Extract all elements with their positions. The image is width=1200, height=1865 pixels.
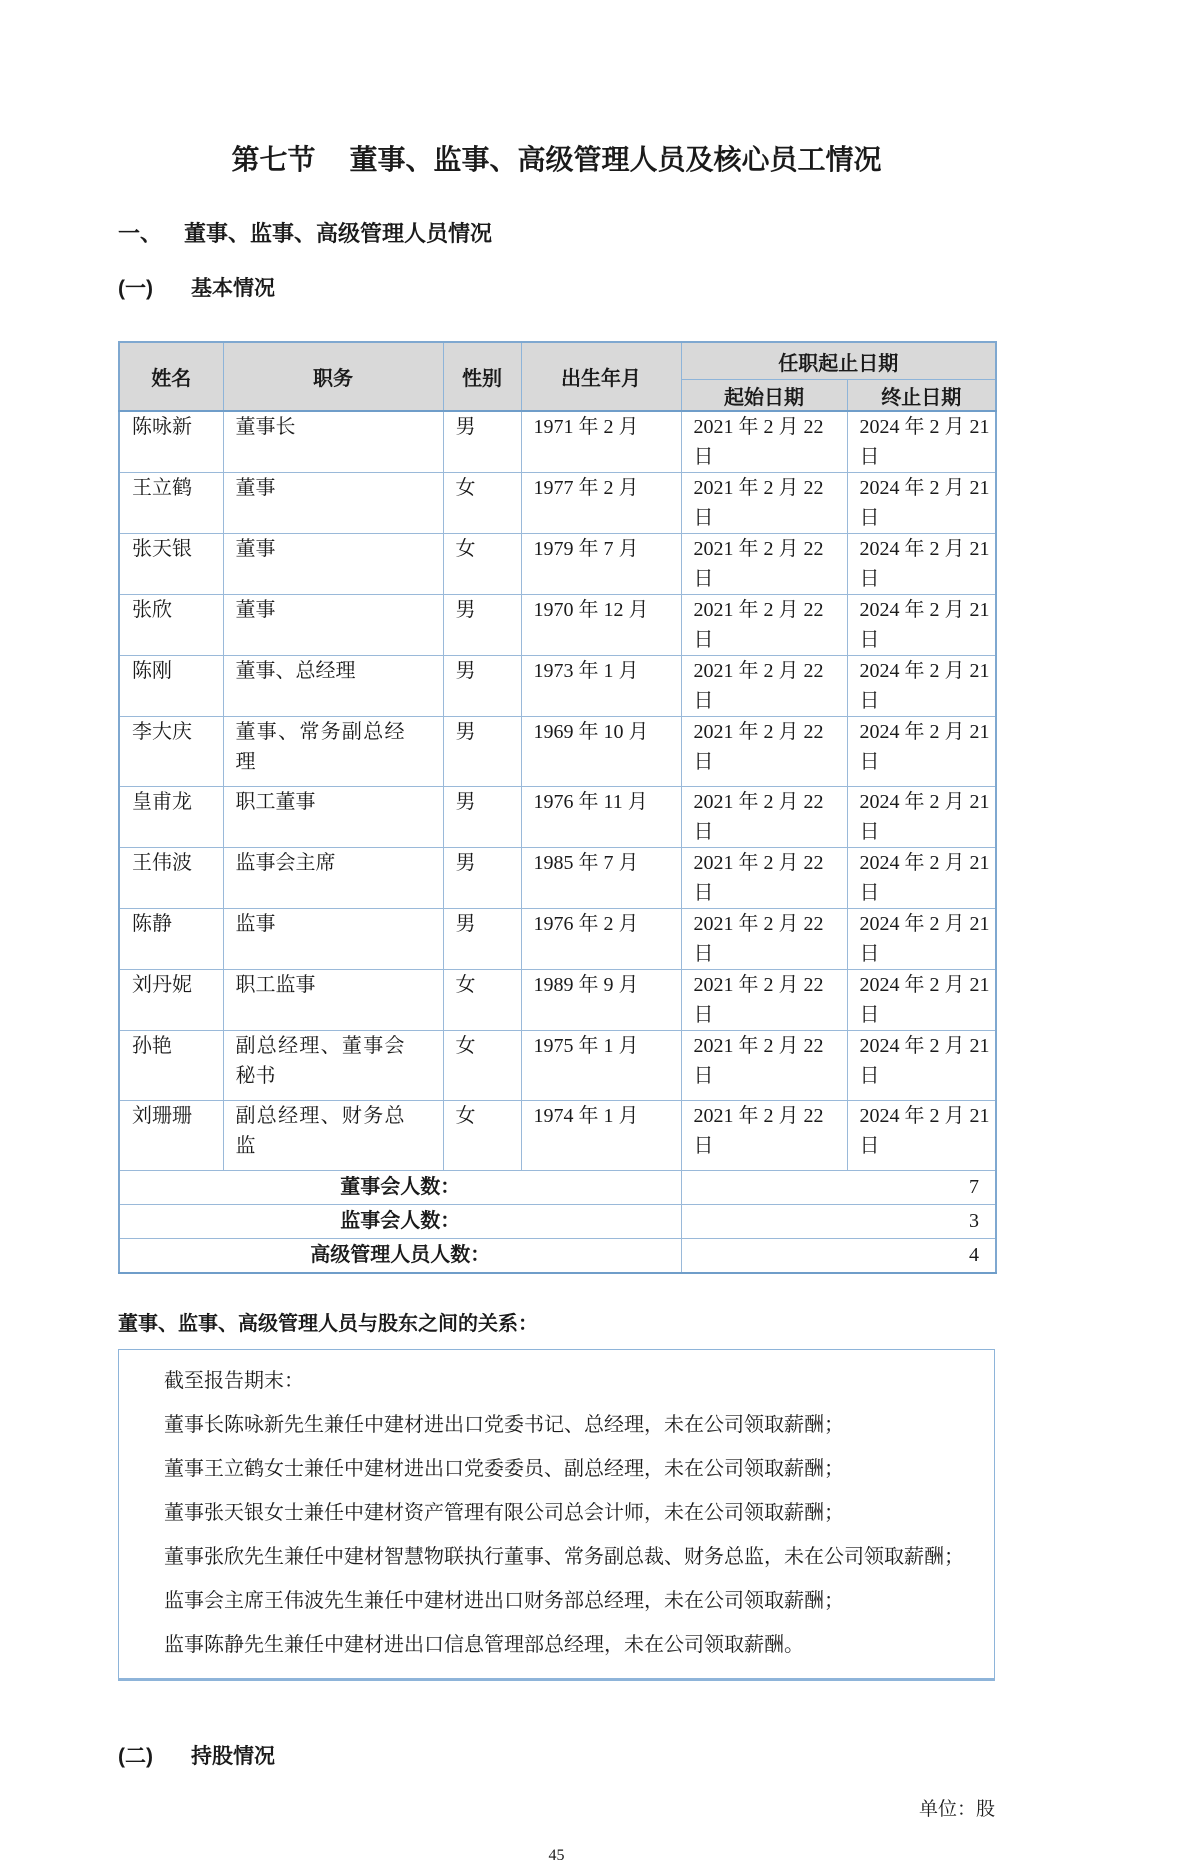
cell-gender: 男 — [443, 909, 521, 970]
cell-birth: 1974 年 1 月 — [521, 1101, 681, 1171]
cell-birth: 1971 年 2 月 — [521, 411, 681, 473]
cell-end-date: 2024 年 2 月 21 日 — [847, 1101, 996, 1171]
cell-position: 董事 — [223, 473, 443, 534]
cell-name: 王伟波 — [119, 848, 223, 909]
table-row — [119, 1031, 996, 1101]
cell-birth: 1969 年 10 月 — [521, 717, 681, 787]
cell-start-date: 2021 年 2 月 22 日 — [681, 717, 847, 787]
page-number: 45 — [548, 1847, 565, 1864]
column-header-gender: 性别 — [443, 342, 521, 411]
cell-start-date: 2021 年 2 月 22 日 — [681, 909, 847, 970]
subsection-number: (一) — [118, 277, 153, 300]
cell-start-date: 2021 年 2 月 22 日 — [681, 473, 847, 534]
section-heading-management — [118, 221, 995, 247]
cell-start-date: 2021 年 2 月 22 日 — [681, 656, 847, 717]
unit-note: 单位：股 — [918, 1799, 995, 1820]
header-row-1 — [119, 342, 996, 380]
cell-name: 陈咏新 — [119, 411, 223, 473]
cell-name: 陈刚 — [119, 656, 223, 717]
relationship-paragraph: 董事张天银女士兼任中建材资产管理有限公司总会计师，未在公司领取薪酬； — [164, 1502, 844, 1524]
summary-label: 高级管理人员人数： — [119, 1239, 681, 1274]
cell-end-date: 2024 年 2 月 21 日 — [847, 848, 996, 909]
management-table — [118, 341, 997, 1274]
cell-gender: 女 — [443, 1031, 521, 1101]
cell-name: 刘珊珊 — [119, 1101, 223, 1171]
subsection-label: 基本情况 — [191, 277, 275, 300]
cell-position: 监事 — [223, 909, 443, 970]
table-row — [119, 909, 996, 970]
summary-value: 3 — [681, 1205, 996, 1239]
cell-gender: 男 — [443, 717, 521, 787]
cell-end-date: 2024 年 2 月 21 日 — [847, 656, 996, 717]
cell-position: 副总经理、董事会秘书 — [223, 1031, 443, 1101]
table-row — [119, 970, 996, 1031]
summary-label: 董事会人数： — [119, 1171, 681, 1205]
table-row — [119, 717, 996, 787]
summary-label: 监事会人数： — [119, 1205, 681, 1239]
cell-position: 职工监事 — [223, 970, 443, 1031]
relationship-paragraph: 监事陈静先生兼任中建材进出口信息管理部总经理，未在公司领取薪酬。 — [164, 1634, 804, 1656]
cell-end-date: 2024 年 2 月 21 日 — [847, 411, 996, 473]
cell-birth: 1976 年 2 月 — [521, 909, 681, 970]
section-label: 董事、监事、高级管理人员情况 — [184, 221, 493, 246]
relationship-box — [118, 1349, 995, 1681]
cell-name: 刘丹妮 — [119, 970, 223, 1031]
cell-gender: 男 — [443, 656, 521, 717]
relationship-paragraph: 截至报告期末： — [164, 1370, 304, 1392]
cell-start-date: 2021 年 2 月 22 日 — [681, 1101, 847, 1171]
cell-name: 孙艳 — [119, 1031, 223, 1101]
cell-birth: 1970 年 12 月 — [521, 595, 681, 656]
cell-position: 董事、常务副总经理 — [223, 717, 443, 787]
cell-position: 董事、总经理 — [223, 656, 443, 717]
cell-position: 董事 — [223, 595, 443, 656]
cell-birth: 1989 年 9 月 — [521, 970, 681, 1031]
section-number: 一、 — [118, 221, 163, 246]
page-content — [118, 0, 995, 1865]
page-title-section-number: 第七节 — [231, 144, 316, 175]
summary-value: 4 — [681, 1239, 996, 1274]
column-header-birth: 出生年月 — [521, 342, 681, 411]
cell-start-date: 2021 年 2 月 22 日 — [681, 848, 847, 909]
cell-start-date: 2021 年 2 月 22 日 — [681, 1031, 847, 1101]
summary-value: 7 — [681, 1171, 996, 1205]
subsection-number: (二) — [118, 1745, 153, 1768]
cell-birth: 1977 年 2 月 — [521, 473, 681, 534]
column-header-end-date: 终止日期 — [847, 380, 996, 412]
cell-position: 职工董事 — [223, 787, 443, 848]
cell-name: 皇甫龙 — [119, 787, 223, 848]
cell-start-date: 2021 年 2 月 22 日 — [681, 534, 847, 595]
column-header-name: 姓名 — [119, 342, 223, 411]
cell-gender: 女 — [443, 1101, 521, 1171]
cell-end-date: 2024 年 2 月 21 日 — [847, 595, 996, 656]
subsection-heading-basic-info — [118, 277, 995, 301]
cell-gender: 女 — [443, 473, 521, 534]
cell-end-date: 2024 年 2 月 21 日 — [847, 909, 996, 970]
page-title — [118, 0, 995, 175]
cell-position: 副总经理、财务总监 — [223, 1101, 443, 1171]
column-header-tenure: 任职起止日期 — [681, 342, 996, 380]
relationship-paragraph: 董事长陈咏新先生兼任中建材进出口党委书记、总经理，未在公司领取薪酬； — [164, 1414, 844, 1436]
cell-position: 董事 — [223, 534, 443, 595]
column-header-start-date: 起始日期 — [681, 380, 847, 412]
table-row — [119, 848, 996, 909]
table-row — [119, 411, 996, 473]
summary-row-board-count — [119, 1171, 996, 1205]
cell-end-date: 2024 年 2 月 21 日 — [847, 970, 996, 1031]
cell-birth: 1973 年 1 月 — [521, 656, 681, 717]
cell-start-date: 2021 年 2 月 22 日 — [681, 411, 847, 473]
cell-end-date: 2024 年 2 月 21 日 — [847, 787, 996, 848]
cell-gender: 男 — [443, 595, 521, 656]
cell-name: 张欣 — [119, 595, 223, 656]
management-table-header — [119, 342, 996, 411]
subsection-label: 持股情况 — [191, 1745, 275, 1768]
table-row — [119, 656, 996, 717]
cell-position: 董事长 — [223, 411, 443, 473]
cell-end-date: 2024 年 2 月 21 日 — [847, 717, 996, 787]
cell-start-date: 2021 年 2 月 22 日 — [681, 970, 847, 1031]
column-header-position: 职务 — [223, 342, 443, 411]
page-title-text: 董事、监事、高级管理人员及核心员工情况 — [349, 144, 882, 175]
table-row — [119, 595, 996, 656]
cell-birth: 1979 年 7 月 — [521, 534, 681, 595]
table-row — [119, 473, 996, 534]
cell-start-date: 2021 年 2 月 22 日 — [681, 595, 847, 656]
cell-name: 李大庆 — [119, 717, 223, 787]
relationship-paragraph: 董事王立鹤女士兼任中建材进出口党委委员、副总经理，未在公司领取薪酬； — [164, 1458, 844, 1480]
summary-row-supervisor-count — [119, 1205, 996, 1239]
cell-gender: 男 — [443, 787, 521, 848]
subsection-heading-shareholding — [118, 1745, 995, 1769]
relationship-heading: 董事、监事、高级管理人员与股东之间的关系： — [118, 1313, 538, 1335]
cell-name: 陈静 — [119, 909, 223, 970]
cell-name: 王立鹤 — [119, 473, 223, 534]
relationship-paragraph: 董事张欣先生兼任中建材智慧物联执行董事、常务副总裁、财务总监，未在公司领取薪酬； — [164, 1546, 964, 1568]
cell-end-date: 2024 年 2 月 21 日 — [847, 473, 996, 534]
cell-gender: 男 — [443, 411, 521, 473]
management-table-body — [119, 411, 996, 1273]
relationship-paragraph: 监事会主席王伟波先生兼任中建材进出口财务部总经理，未在公司领取薪酬； — [164, 1590, 844, 1612]
cell-name: 张天银 — [119, 534, 223, 595]
cell-gender: 女 — [443, 534, 521, 595]
cell-gender: 男 — [443, 848, 521, 909]
cell-birth: 1985 年 7 月 — [521, 848, 681, 909]
cell-birth: 1975 年 1 月 — [521, 1031, 681, 1101]
summary-row-senior-management-count — [119, 1239, 996, 1274]
table-row — [119, 787, 996, 848]
cell-end-date: 2024 年 2 月 21 日 — [847, 534, 996, 595]
cell-position: 监事会主席 — [223, 848, 443, 909]
cell-end-date: 2024 年 2 月 21 日 — [847, 1031, 996, 1101]
table-row — [119, 1101, 996, 1171]
cell-gender: 女 — [443, 970, 521, 1031]
cell-birth: 1976 年 11 月 — [521, 787, 681, 848]
cell-start-date: 2021 年 2 月 22 日 — [681, 787, 847, 848]
table-row — [119, 534, 996, 595]
